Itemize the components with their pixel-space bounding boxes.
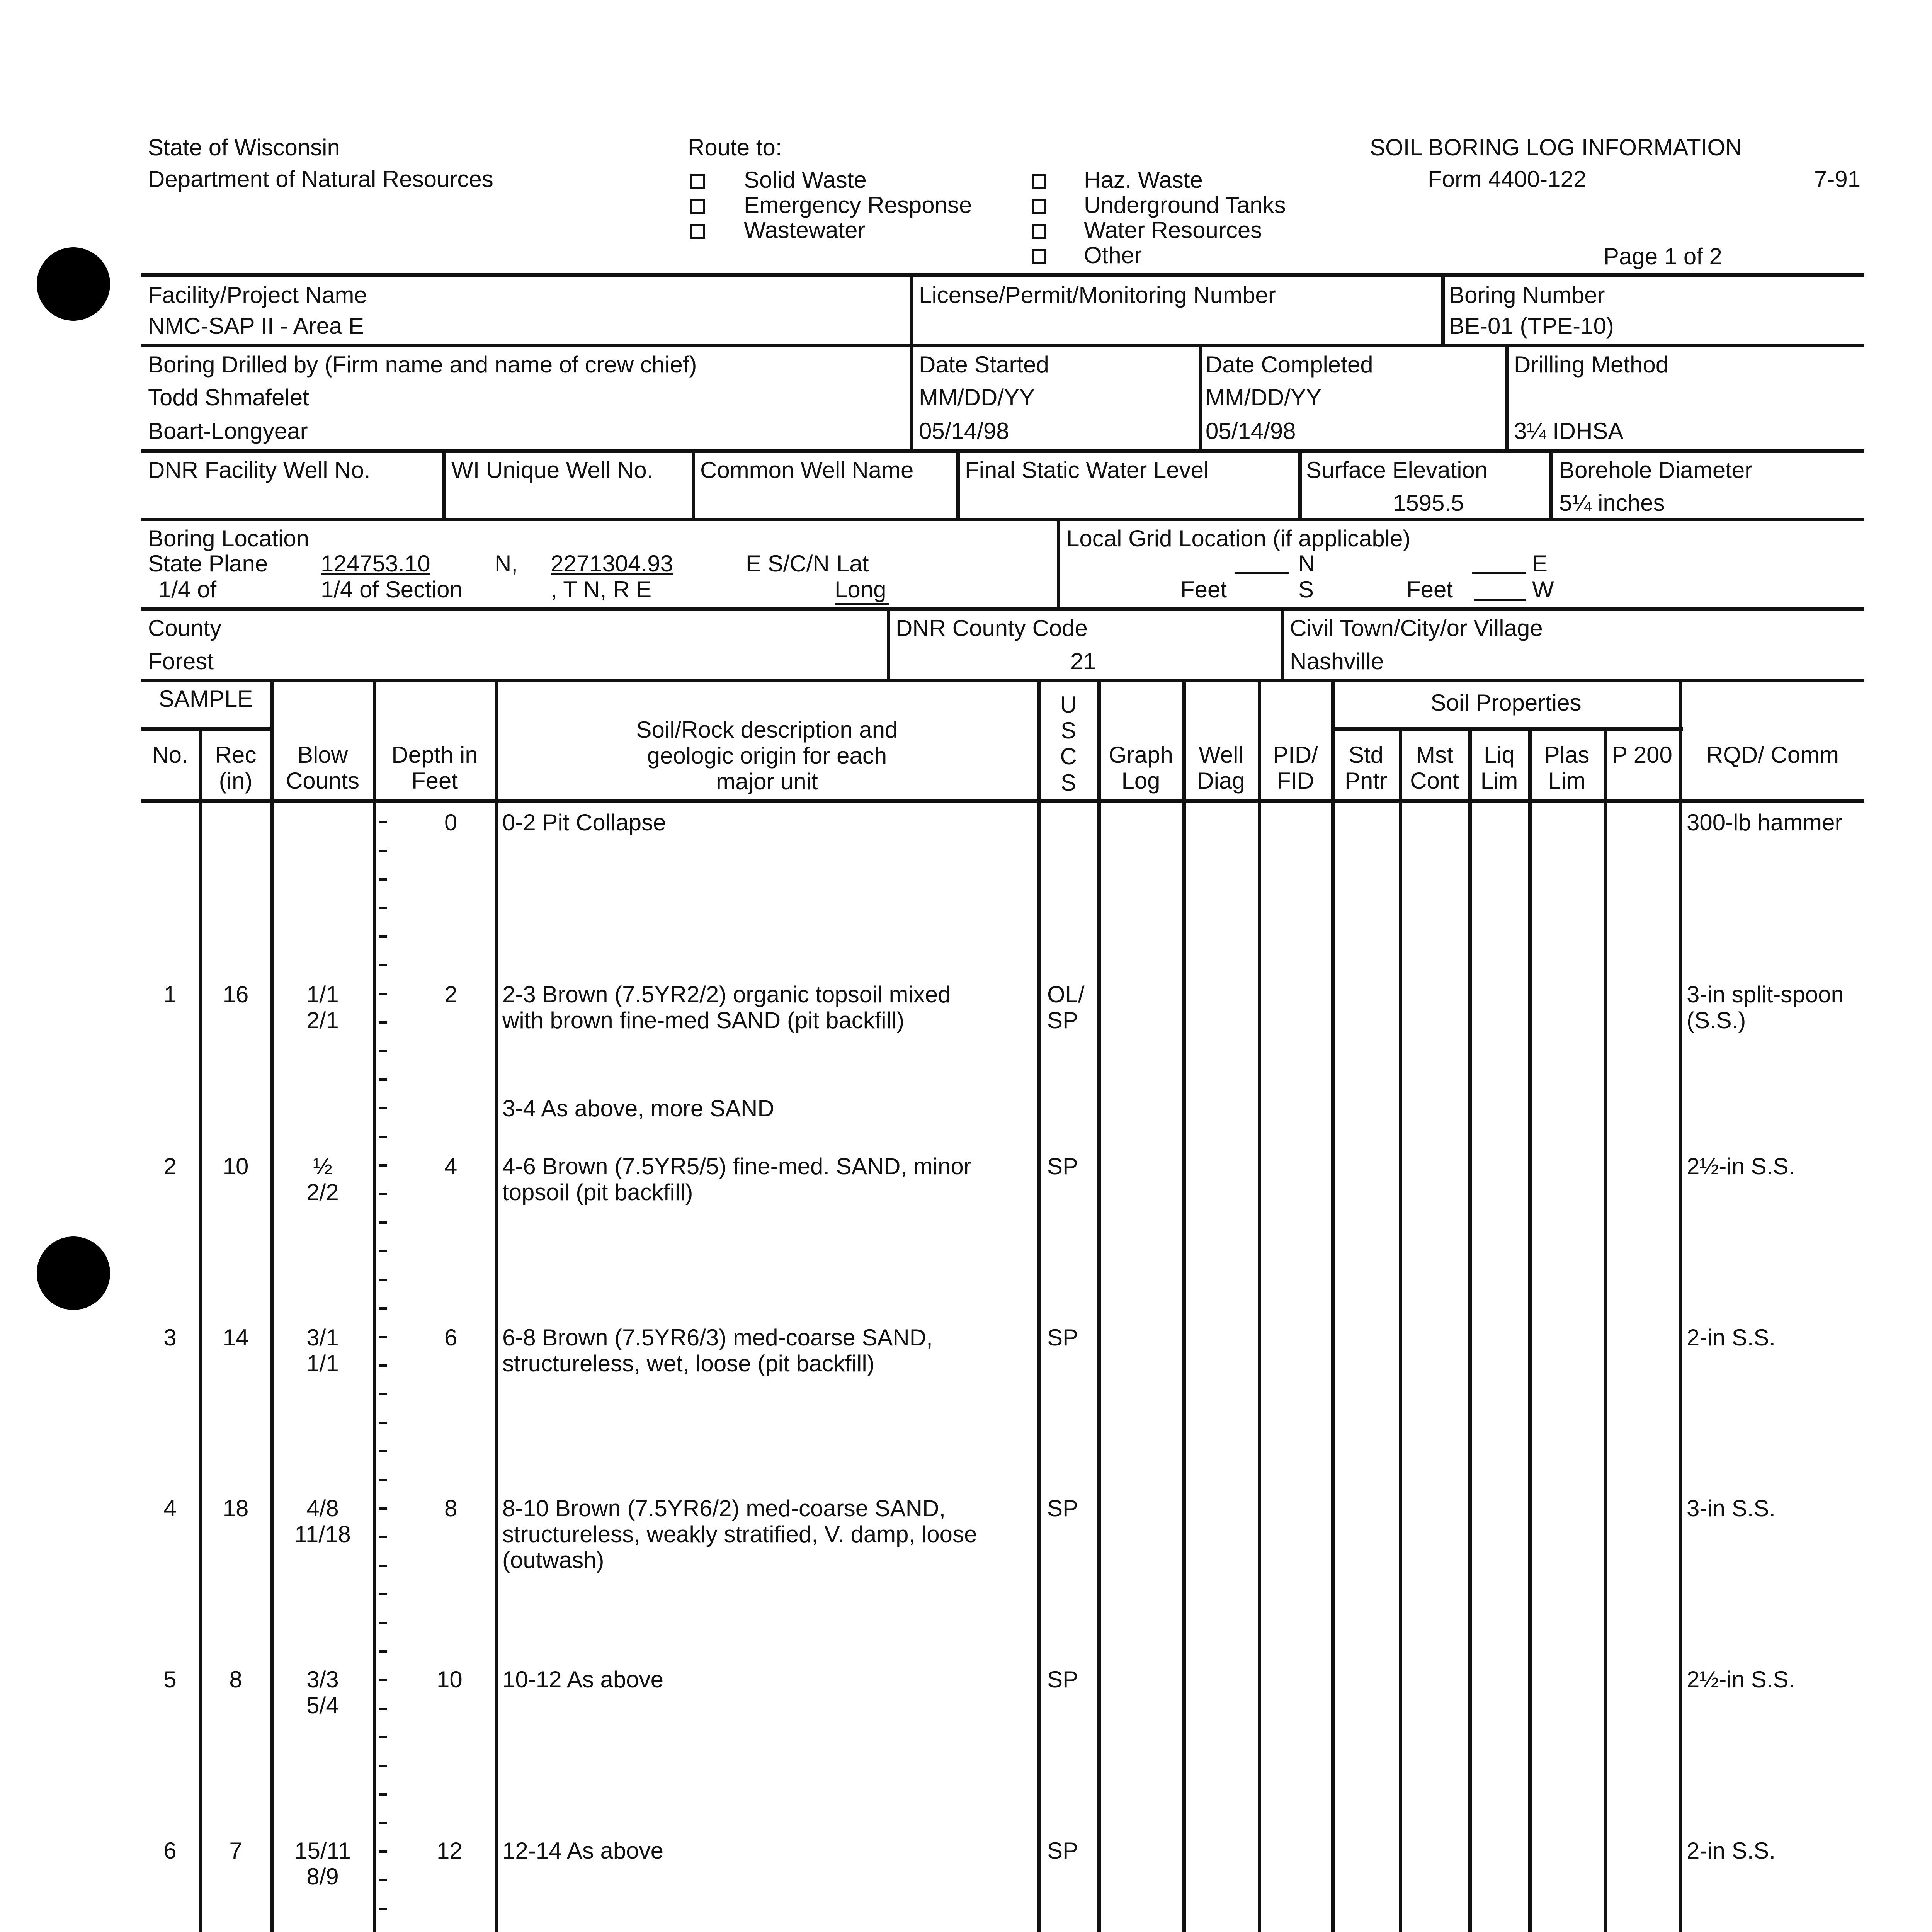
row-depth: 4 bbox=[444, 1153, 457, 1179]
depth-tick bbox=[379, 1107, 387, 1109]
north-label: N, bbox=[495, 551, 518, 577]
divider bbox=[692, 449, 695, 518]
depth-tick bbox=[379, 1479, 387, 1481]
civil-town-value[interactable]: Nashville bbox=[1290, 648, 1384, 674]
license-label: License/Permit/Monitoring Number bbox=[919, 282, 1276, 308]
depth-tick bbox=[379, 1364, 387, 1367]
grid-blank-n bbox=[1235, 572, 1289, 574]
divider bbox=[956, 449, 960, 518]
depth-tick bbox=[379, 1136, 387, 1138]
header-description: Soil/Rock description and geologic origin for each major unit bbox=[636, 717, 898, 795]
route-other: Other bbox=[1084, 242, 1142, 268]
divider bbox=[1549, 449, 1553, 518]
row-uscs: SP bbox=[1047, 1495, 1078, 1521]
row-recovery: 18 bbox=[223, 1495, 249, 1521]
col-line bbox=[373, 679, 376, 1932]
header-sample: SAMPLE bbox=[158, 686, 253, 712]
depth-tick bbox=[379, 1679, 387, 1681]
row-description: 6-8 Brown (7.5YR6/3) med-coarse SAND, structureless, wet, loose (pit backfill) bbox=[502, 1325, 933, 1377]
col-line bbox=[1604, 727, 1607, 1932]
row-blow-counts: ½ 2/2 bbox=[306, 1153, 339, 1206]
row-depth: 2 bbox=[444, 981, 457, 1007]
row-description: 3-4 As above, more SAND bbox=[502, 1095, 774, 1121]
facility-value[interactable]: NMC-SAP II - Area E bbox=[148, 313, 364, 339]
grid-n: N bbox=[1298, 551, 1315, 577]
col-line bbox=[270, 679, 274, 1932]
punch-hole-top bbox=[37, 247, 110, 321]
row-uscs: SP bbox=[1047, 1667, 1078, 1692]
date-started-label: Date Started bbox=[919, 352, 1049, 378]
rule bbox=[141, 449, 1864, 453]
row-depth: 0 bbox=[444, 810, 457, 835]
row-description: 12-14 As above bbox=[502, 1838, 663, 1864]
rule bbox=[141, 518, 1864, 521]
grid-blank-e bbox=[1472, 572, 1526, 574]
form-title: SOIL BORING LOG INFORMATION bbox=[1370, 134, 1742, 160]
depth-tick bbox=[379, 1507, 387, 1510]
divider bbox=[1281, 607, 1284, 679]
route-solid-waste: Solid Waste bbox=[744, 167, 867, 193]
rule bbox=[141, 344, 1864, 347]
form-number: Form 4400-122 bbox=[1428, 166, 1587, 192]
header-soil-properties: Soil Properties bbox=[1430, 690, 1582, 716]
depth-tick bbox=[379, 1221, 387, 1224]
depth-tick bbox=[379, 907, 387, 909]
divider bbox=[1057, 518, 1060, 607]
header-well-diag: Well Diag bbox=[1197, 742, 1245, 794]
depth-tick bbox=[379, 1736, 387, 1738]
facility-label: Facility/Project Name bbox=[148, 282, 367, 308]
depth-tick bbox=[379, 1050, 387, 1052]
checkbox-water-resources[interactable] bbox=[1032, 224, 1046, 239]
route-emergency-response: Emergency Response bbox=[744, 192, 972, 218]
header-mst-cont: Mst Cont bbox=[1410, 742, 1459, 794]
header-pid-fid: PID/ FID bbox=[1273, 742, 1318, 794]
col-line bbox=[495, 679, 498, 1932]
grid-s: S bbox=[1298, 577, 1314, 602]
divider bbox=[1441, 273, 1445, 345]
date-completed-format: MM/DD/YY bbox=[1206, 384, 1321, 410]
depth-tick bbox=[379, 935, 387, 938]
date-completed-value[interactable]: 05/14/98 bbox=[1206, 418, 1296, 444]
col-line bbox=[1399, 727, 1402, 1932]
punch-hole-middle bbox=[37, 1236, 110, 1310]
checkbox-solid-waste[interactable] bbox=[690, 174, 705, 189]
county-value[interactable]: Forest bbox=[148, 648, 214, 674]
drilled-by-label: Boring Drilled by (Firm name and name of crew chief) bbox=[148, 352, 697, 378]
rule bbox=[141, 607, 1864, 611]
row-comment: 2-in S.S. bbox=[1687, 1325, 1776, 1350]
col-line bbox=[1182, 679, 1186, 1932]
row-uscs: SP bbox=[1047, 1153, 1078, 1179]
depth-tick bbox=[379, 1164, 387, 1167]
depth-tick bbox=[379, 1622, 387, 1624]
department-name: Department of Natural Resources bbox=[148, 166, 493, 192]
row-blow-counts: 4/8 11/18 bbox=[294, 1495, 351, 1548]
depth-tick bbox=[379, 1908, 387, 1910]
state-plane-east[interactable]: 2271304.93 bbox=[551, 551, 673, 577]
route-underground-tanks: Underground Tanks bbox=[1084, 192, 1286, 218]
route-haz-waste: Haz. Waste bbox=[1084, 167, 1203, 193]
depth-tick bbox=[379, 1279, 387, 1281]
row-sample-no: 1 bbox=[163, 981, 177, 1007]
boring-location-label: Boring Location bbox=[148, 526, 309, 551]
depth-tick bbox=[379, 821, 387, 823]
date-completed-label: Date Completed bbox=[1206, 352, 1373, 378]
depth-tick bbox=[379, 1193, 387, 1195]
row-comment: 2½-in S.S. bbox=[1687, 1153, 1795, 1179]
esc-label: E S/C/N bbox=[746, 551, 830, 577]
header-rec: Rec (in) bbox=[215, 742, 257, 794]
common-well-name-label: Common Well Name bbox=[700, 457, 914, 483]
row-sample-no: 4 bbox=[163, 1495, 177, 1521]
dnr-facility-well-label: DNR Facility Well No. bbox=[148, 457, 371, 483]
header-p200: P 200 bbox=[1612, 742, 1672, 768]
col-line bbox=[1258, 679, 1261, 1932]
row-description: 0-2 Pit Collapse bbox=[502, 810, 666, 835]
quarter-section-label: 1/4 of Section bbox=[321, 577, 463, 602]
divider bbox=[442, 449, 446, 518]
grid-blank-w bbox=[1474, 599, 1526, 601]
date-started-format: MM/DD/YY bbox=[919, 384, 1035, 410]
depth-tick bbox=[379, 850, 387, 852]
checkbox-wastewater[interactable] bbox=[690, 224, 705, 239]
soil-props-underline bbox=[1331, 727, 1683, 731]
row-depth: 12 bbox=[437, 1838, 463, 1864]
page-indicator: Page 1 of 2 bbox=[1604, 243, 1722, 269]
drilling-method-label: Drilling Method bbox=[1514, 352, 1669, 378]
sample-underline bbox=[141, 727, 272, 731]
row-sample-no: 5 bbox=[163, 1667, 177, 1692]
row-sample-no: 3 bbox=[163, 1325, 177, 1350]
divider bbox=[887, 607, 890, 679]
depth-tick bbox=[379, 1565, 387, 1567]
row-blow-counts: 1/1 2/1 bbox=[306, 981, 339, 1034]
header-graph-log: Graph Log bbox=[1109, 742, 1173, 794]
depth-tick bbox=[379, 1536, 387, 1538]
depth-tick bbox=[379, 1307, 387, 1310]
depth-tick bbox=[379, 1765, 387, 1767]
row-sample-no: 2 bbox=[163, 1153, 177, 1179]
grid-feet-2: Feet bbox=[1406, 577, 1453, 602]
wi-unique-well-label: WI Unique Well No. bbox=[451, 457, 653, 483]
rule bbox=[141, 273, 1864, 277]
row-sample-no: 6 bbox=[163, 1838, 177, 1864]
header-rqd-comm: RQD/ Comm bbox=[1706, 742, 1839, 768]
route-wastewater: Wastewater bbox=[744, 217, 866, 243]
grid-feet-1: Feet bbox=[1180, 577, 1227, 602]
depth-tick bbox=[379, 1850, 387, 1853]
drilling-method-value[interactable]: 3¼ IDHSA bbox=[1514, 418, 1624, 444]
row-blow-counts: 15/11 8/9 bbox=[294, 1838, 351, 1890]
borehole-diameter-label: Borehole Diameter bbox=[1559, 457, 1753, 483]
col-line bbox=[1037, 679, 1041, 1932]
row-uscs: OL/ SP bbox=[1047, 981, 1085, 1034]
checkbox-haz-waste[interactable] bbox=[1032, 174, 1046, 189]
col-line bbox=[1679, 679, 1682, 1932]
surface-elevation-label: Surface Elevation bbox=[1306, 457, 1488, 483]
township-range-label: , T N, R E bbox=[551, 577, 652, 602]
divider bbox=[1505, 344, 1509, 449]
header-no: No. bbox=[152, 742, 188, 768]
header-blow-counts: Blow Counts bbox=[286, 742, 360, 794]
depth-tick bbox=[379, 1450, 387, 1452]
depth-tick bbox=[379, 1593, 387, 1595]
dnr-county-code-value[interactable]: 21 bbox=[1070, 648, 1096, 674]
row-recovery: 10 bbox=[223, 1153, 249, 1179]
boring-number-value[interactable]: BE-01 (TPE-10) bbox=[1449, 313, 1614, 339]
row-description: 4-6 Brown (7.5YR5/5) fine-med. SAND, minor topsoil (pit backfill) bbox=[502, 1153, 971, 1206]
depth-tick bbox=[379, 1650, 387, 1653]
state-plane-label: State Plane bbox=[148, 551, 268, 577]
county-label: County bbox=[148, 615, 222, 641]
row-comment: 300-lb hammer bbox=[1687, 810, 1843, 835]
col-line bbox=[1331, 679, 1335, 1932]
lat-long-underline bbox=[835, 603, 889, 605]
row-recovery: 8 bbox=[229, 1667, 242, 1692]
date-started-value[interactable]: 05/14/98 bbox=[919, 418, 1009, 444]
crew-chief-value[interactable]: Todd Shmafelet bbox=[148, 384, 309, 410]
dnr-county-code-label: DNR County Code bbox=[896, 615, 1088, 641]
borehole-diameter-value[interactable]: 5¼ inches bbox=[1559, 490, 1665, 516]
depth-tick bbox=[379, 1422, 387, 1424]
header-uscs: U S C S bbox=[1060, 692, 1077, 796]
col-line bbox=[1468, 727, 1472, 1932]
row-blow-counts: 3/3 5/4 bbox=[306, 1667, 339, 1719]
row-recovery: 16 bbox=[223, 981, 249, 1007]
row-description: 2-3 Brown (7.5YR2/2) organic topsoil mixed with brown fine-med SAND (pit backfill) bbox=[502, 981, 951, 1034]
depth-tick bbox=[379, 1822, 387, 1824]
depth-tick bbox=[379, 1078, 387, 1081]
form-revision: 7-91 bbox=[1814, 166, 1861, 192]
quarter-label: 1/4 of bbox=[158, 577, 217, 602]
checkbox-other[interactable] bbox=[1032, 249, 1046, 264]
depth-tick bbox=[379, 1393, 387, 1395]
col-line bbox=[1097, 679, 1101, 1932]
depth-tick bbox=[379, 1708, 387, 1710]
depth-tick bbox=[379, 1336, 387, 1338]
row-description: 8-10 Brown (7.5YR6/2) med-coarse SAND, structureless, weakly stratified, V. damp, loose (outwash) bbox=[502, 1495, 977, 1573]
civil-town-label: Civil Town/City/or Village bbox=[1290, 615, 1543, 641]
row-comment: 3-in S.S. bbox=[1687, 1495, 1776, 1521]
drilling-firm-value[interactable]: Boart-Longyear bbox=[148, 418, 308, 444]
divider bbox=[1199, 344, 1202, 449]
local-grid-label: Local Grid Location (if applicable) bbox=[1066, 526, 1411, 551]
row-depth: 10 bbox=[437, 1667, 463, 1692]
boring-number-label: Boring Number bbox=[1449, 282, 1605, 308]
row-recovery: 7 bbox=[229, 1838, 242, 1864]
row-uscs: SP bbox=[1047, 1838, 1078, 1864]
surface-elevation-value[interactable]: 1595.5 bbox=[1393, 490, 1464, 516]
col-line bbox=[1528, 727, 1532, 1932]
depth-tick bbox=[379, 993, 387, 995]
grid-w: W bbox=[1532, 577, 1554, 602]
header-depth: Depth in Feet bbox=[391, 742, 478, 794]
grid-e: E bbox=[1532, 551, 1548, 577]
long-label: Long bbox=[835, 577, 886, 602]
route-water-resources: Water Resources bbox=[1084, 217, 1262, 243]
divider bbox=[910, 273, 913, 449]
row-blow-counts: 3/1 1/1 bbox=[306, 1325, 339, 1377]
state-name: State of Wisconsin bbox=[148, 134, 340, 160]
row-description: 10-12 As above bbox=[502, 1667, 663, 1692]
row-depth: 8 bbox=[444, 1495, 457, 1521]
depth-tick bbox=[379, 964, 387, 966]
row-depth: 6 bbox=[444, 1325, 457, 1350]
row-comment: 3-in split-spoon (S.S.) bbox=[1687, 981, 1844, 1034]
row-recovery: 14 bbox=[223, 1325, 249, 1350]
depth-tick bbox=[379, 1250, 387, 1252]
depth-tick bbox=[379, 1021, 387, 1024]
checkbox-emergency-response[interactable] bbox=[690, 199, 705, 214]
state-plane-north[interactable]: 124753.10 bbox=[321, 551, 430, 577]
header-liq-lim: Liq Lim bbox=[1480, 742, 1518, 794]
depth-tick bbox=[379, 1793, 387, 1796]
checkbox-underground-tanks[interactable] bbox=[1032, 199, 1046, 214]
route-to-label: Route to: bbox=[688, 134, 782, 160]
row-uscs: SP bbox=[1047, 1325, 1078, 1350]
header-std-pntr: Std Pntr bbox=[1344, 742, 1388, 794]
lat-label: Lat bbox=[837, 551, 869, 577]
rule bbox=[141, 679, 1864, 682]
depth-tick bbox=[379, 1879, 387, 1881]
row-comment: 2-in S.S. bbox=[1687, 1838, 1776, 1864]
row-comment: 2½-in S.S. bbox=[1687, 1667, 1795, 1692]
depth-tick bbox=[379, 878, 387, 881]
header-plas-lim: Plas Lim bbox=[1544, 742, 1590, 794]
static-water-level-label: Final Static Water Level bbox=[965, 457, 1209, 483]
divider bbox=[1298, 449, 1302, 518]
